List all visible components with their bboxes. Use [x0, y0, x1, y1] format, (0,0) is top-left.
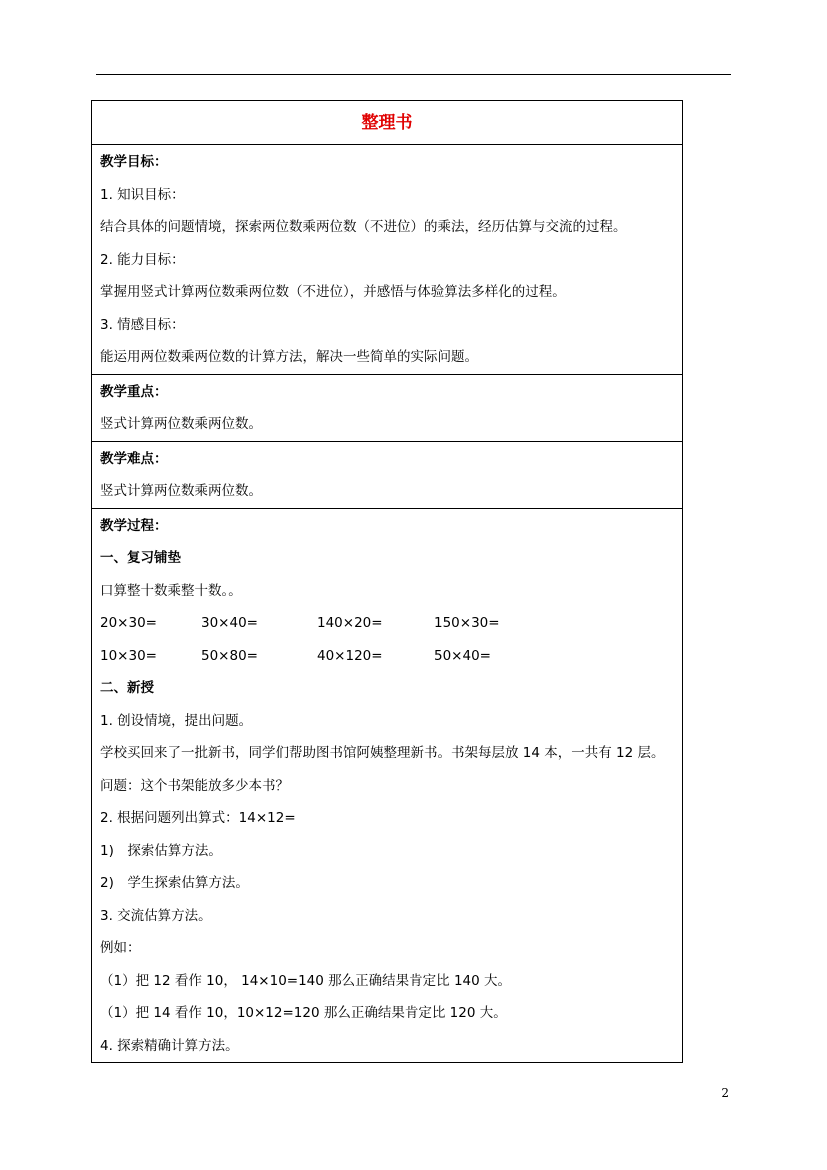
calc-item: 30×40=	[201, 615, 258, 631]
process-line: 1) 探索估算方法。	[100, 842, 222, 859]
objective-line: 1. 知识目标：	[100, 186, 185, 203]
key-points-heading: 教学重点：	[100, 383, 168, 400]
difficulties-text: 竖式计算两位数乘两位数。	[100, 483, 262, 499]
calc-item: 40×120=	[317, 647, 383, 664]
page-number: 2	[721, 1086, 729, 1100]
calc-row	[100, 640, 682, 673]
calc-item: 150×30=	[434, 615, 500, 631]
new-lesson-heading: 二、新授	[100, 680, 154, 696]
difficulties-section	[92, 443, 682, 509]
objectives-heading: 教学目标：	[100, 154, 168, 170]
review-intro: 口算整十数乘整十数。。	[100, 582, 242, 599]
process-line: 问题：这个书架能放多少本书？	[100, 777, 289, 794]
document-title: 整理书	[361, 113, 413, 133]
process-line: （1）把 12 看作 10， 14×10=140 那么正确结果肯定比 140 大。	[100, 972, 511, 989]
title-row	[92, 101, 682, 145]
objective-line: 掌握用竖式计算两位数乘两位数（不进位），并感悟与体验算法多样化的过程。	[100, 284, 566, 300]
calc-row	[100, 607, 682, 640]
calc-item: 20×30=	[100, 615, 157, 631]
process-line: （1）把 14 看作 10，10×12=120 那么正确结果肯定比 120 大。	[100, 1005, 507, 1021]
process-line: 学校买回来了一批新书，同学们帮助图书馆阿姨整理新书。书架每层放 14 本，一共有 12 层。	[100, 745, 665, 761]
calc-item: 50×40=	[434, 647, 491, 664]
difficulties-heading: 教学难点：	[100, 450, 168, 467]
calc-item: 50×80=	[201, 647, 258, 664]
lesson-plan-table	[91, 100, 683, 1063]
process-line: 1. 创设情境，提出问题。	[100, 712, 253, 729]
calc-item: 10×30=	[100, 647, 157, 664]
process-line: 2) 学生探索估算方法。	[100, 875, 249, 891]
key-points-section	[92, 376, 682, 442]
key-points-text: 竖式计算两位数乘两位数。	[100, 416, 262, 432]
objective-line: 2. 能力目标：	[100, 251, 185, 268]
objective-line: 3. 情感目标：	[100, 316, 185, 333]
process-section	[92, 510, 682, 1063]
process-line: 例如：	[100, 940, 141, 956]
review-heading: 一、复习铺垫	[100, 550, 181, 566]
objective-line: 能运用两位数乘两位数的计算方法，解决一些简单的实际问题。	[100, 349, 478, 365]
process-line: 4. 探索精确计算方法。	[100, 1037, 239, 1054]
objective-line: 结合具体的问题情境，探索两位数乘两位数（不进位）的乘法，经历估算与交流的过程。	[100, 219, 627, 235]
process-line: 2. 根据问题列出算式：14×12=	[100, 810, 296, 826]
process-line: 3. 交流估算方法。	[100, 907, 212, 924]
header-rule	[96, 74, 731, 75]
calc-item: 140×20=	[317, 615, 383, 631]
objectives-section	[92, 146, 682, 375]
process-heading: 教学过程：	[100, 517, 168, 534]
